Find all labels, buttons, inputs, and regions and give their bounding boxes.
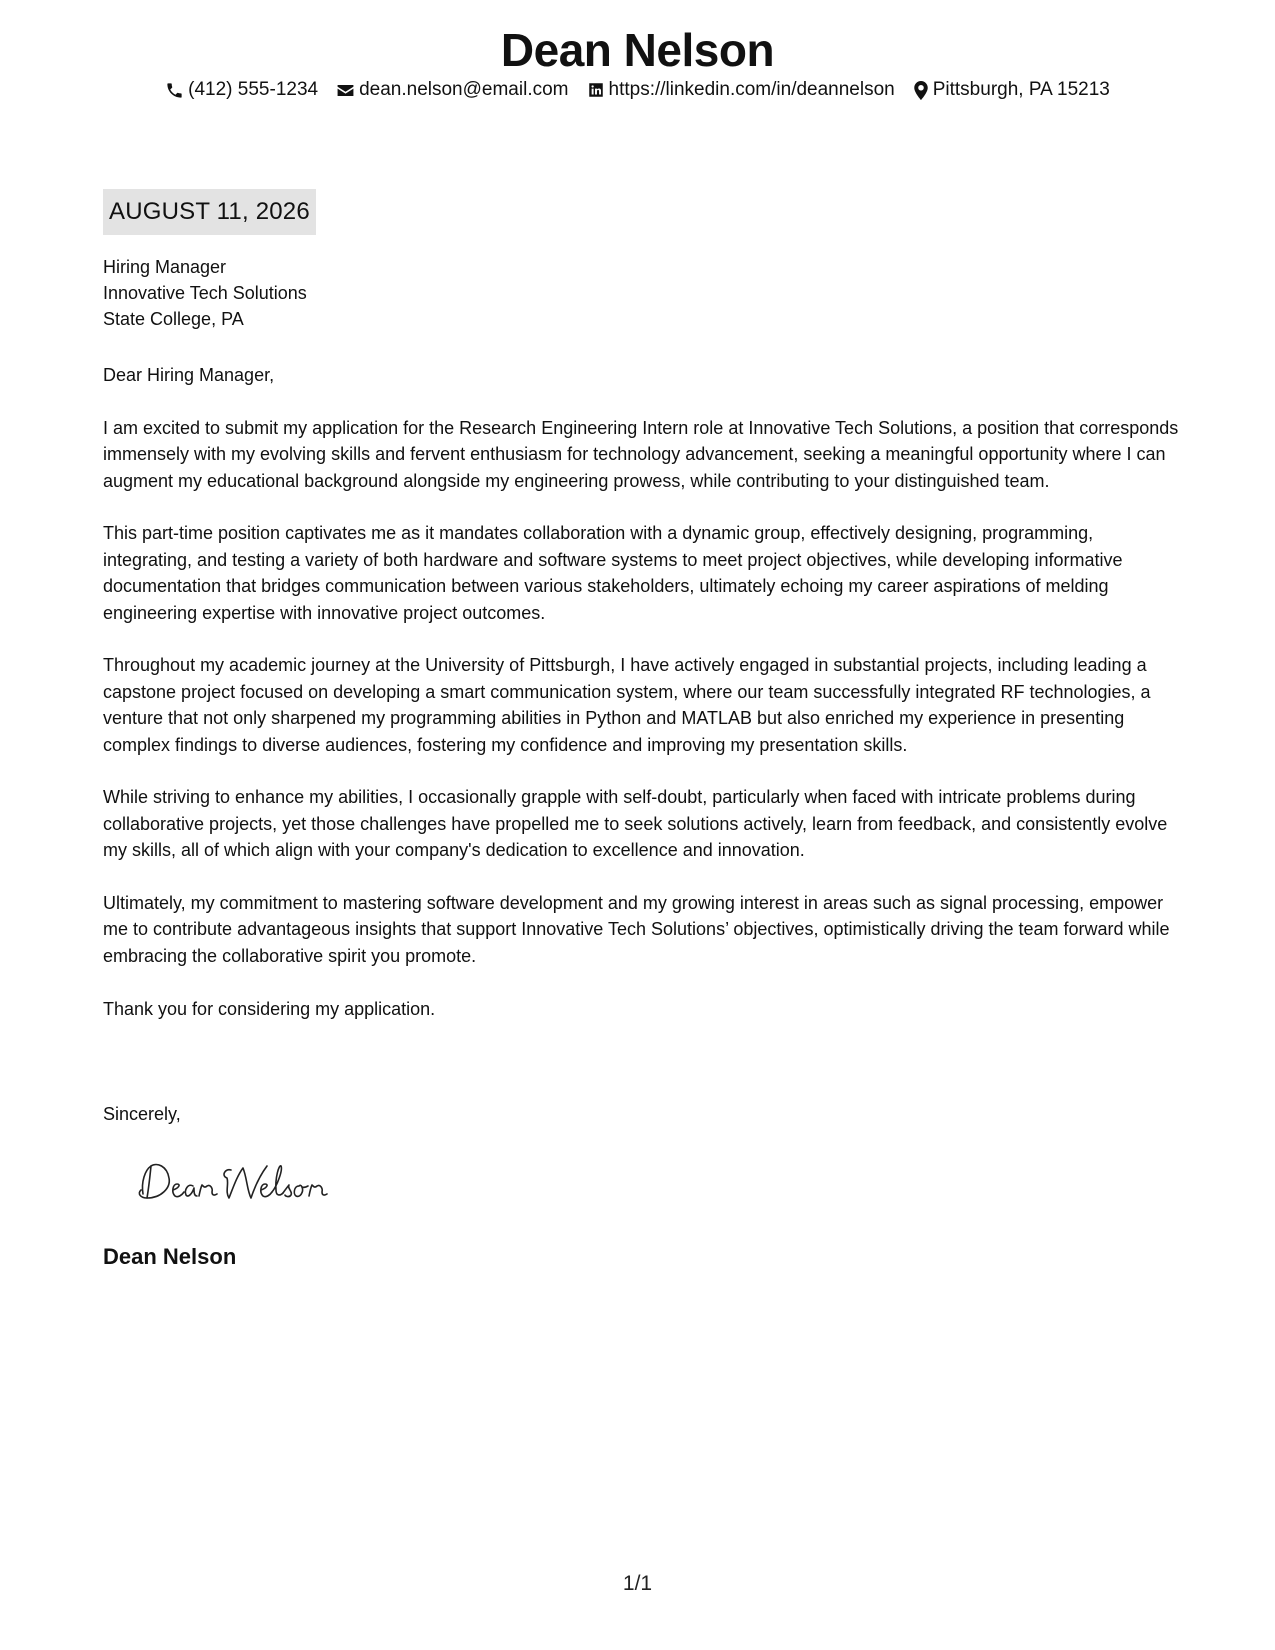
- body-paragraph: Throughout my academic journey at the University of Pittsburgh, I have actively engaged in substantial projects, including leading a capstone project focused on developing a smart communication system, where our team successfully integrated RF technologies, a venture that not only sharpened my programming abilities in Python and MATLAB but also enriched my experience in presenting complex findings to diverse audiences, fostering my confidence and improving my presentation skills.: [103, 655, 1151, 755]
- contact-location: [913, 78, 1110, 102]
- recipient-company: Innovative Tech Solutions: [103, 283, 307, 303]
- applicant-name-heading: Dean Nelson: [500, 24, 775, 76]
- linkedin-text: https://linkedin.com/in/deannelson: [608, 79, 895, 100]
- body-paragraph: Ultimately, my commitment to mastering software development and my growing interest in areas such as signal processing, empower me to contribute advantageous insights that support Innovative Tech Solutions’ objectives, optimistically driving the team forward while embracing the collaborative spirit you promote.: [103, 893, 1170, 966]
- letter-date: AUGUST 11, 2026: [103, 189, 316, 235]
- closing-line: Sincerely,: [103, 1104, 181, 1124]
- thank-you-line: Thank you for considering my application.: [103, 998, 436, 1019]
- location-text: Pittsburgh, PA 15213: [932, 79, 1110, 100]
- phone-text: (412) 555-1234: [188, 79, 319, 100]
- envelope-icon: [336, 81, 355, 100]
- contact-linkedin: [587, 78, 895, 102]
- body-paragraph: I am excited to submit my application for the Research Engineering Intern role at Innovative Tech Solutions, a position that corresponds immensely with my evolving skills and fervent enthusiasm for technology advancement, seeking a meaningful opportunity where I can augment my educational background alongside my engineering prowess, while contributing to your distinguished team.: [103, 417, 1179, 491]
- recipient-title: Hiring Manager: [103, 257, 227, 277]
- phone-icon: [165, 81, 184, 100]
- map-pin-icon: [913, 81, 929, 100]
- salutation: Dear Hiring Manager,: [103, 365, 275, 385]
- contact-email: [336, 78, 568, 102]
- recipient-block: [103, 254, 307, 332]
- email-text: dean.nelson@email.com: [359, 79, 569, 100]
- signer-name: Dean Nelson: [103, 1244, 237, 1269]
- contact-phone: [165, 78, 318, 102]
- page-indicator: 1/1: [622, 1572, 653, 1595]
- handwritten-signature: [133, 1154, 343, 1210]
- letter-body: [103, 362, 1183, 1048]
- recipient-location: State College, PA: [103, 309, 244, 329]
- body-paragraph: This part-time position captivates me as it mandates collaboration with a dynamic group, effectively designing, programming, integrating, and testing a variety of both hardware and software systems to meet project objectives, while developing informative documentation that bridges communication between various stakeholders, ultimately echoing my career aspirations of melding engineering expertise with innovative project outcomes.: [103, 523, 1123, 623]
- body-paragraph: While striving to enhance my abilities, I occasionally grapple with self-doubt, particularly when faced with intricate problems during collaborative projects, yet those challenges have propelled me to seek solutions actively, learn from feedback, and consistently evolve my skills, all of which align with your company's dedication to excellence and innovation.: [103, 787, 1168, 861]
- linkedin-icon: [587, 81, 605, 99]
- contact-bar: [0, 78, 1275, 102]
